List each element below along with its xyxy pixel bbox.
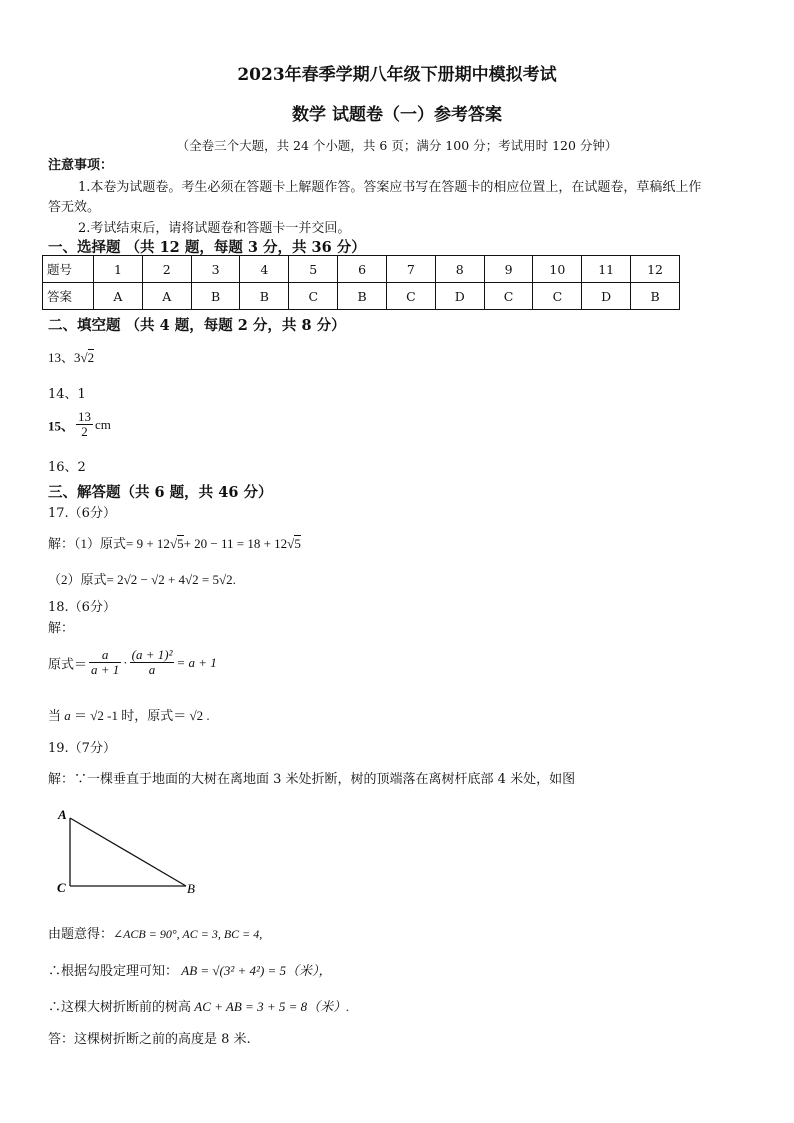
q17-p1-expr-a: = 9 + 12 xyxy=(126,536,170,551)
question-number: 11 xyxy=(582,256,631,283)
sqrt-symbol: √ xyxy=(169,536,178,551)
q18-fraction-1 xyxy=(89,648,121,678)
answer-cell: D xyxy=(435,283,484,310)
table-row-numbers xyxy=(43,256,680,283)
sqrt-symbol: √ xyxy=(287,536,295,551)
question-number: 5 xyxy=(289,256,338,283)
q17-p1-radicand-2: 5 xyxy=(294,536,301,551)
q13-label: 13、 xyxy=(48,350,75,365)
answer-cell: D xyxy=(582,283,631,310)
answer-cell: C xyxy=(386,283,435,310)
answer-15 xyxy=(48,410,111,440)
q18-heading: 18.（6分） xyxy=(48,600,116,615)
q19-given-label: 由题意得： xyxy=(48,926,114,941)
notice-line-1: 1.本卷为试题卷。考生必须在答题卡上解题作答。答案应书写在答题卡的相应位置上，在试题卷，草稿纸上作 xyxy=(78,180,702,195)
q17-p1-radicand: 5 xyxy=(177,536,184,551)
q19-total-expr: AC + AB = 3 + 5 = 8（米）. xyxy=(194,999,350,1014)
q18-variable: a xyxy=(64,708,71,723)
sqrt-symbol: √ xyxy=(80,350,88,365)
q19-given xyxy=(48,923,262,942)
section-2-heading: 二、填空题 （共 4 题，每题 2 分，共 8 分） xyxy=(48,317,346,334)
row-label-answer: 答案 xyxy=(43,283,94,310)
q18-f1-denominator: a + 1 xyxy=(91,662,120,678)
notice-heading: 注意事项： xyxy=(48,158,114,173)
q17-p1-expr-b: + 20 − 11 = 18 + 12 xyxy=(183,536,288,551)
side-ab xyxy=(70,818,186,886)
q18-evaluation xyxy=(48,705,210,724)
vertex-label-b: B xyxy=(187,881,195,896)
answer-cell: A xyxy=(94,283,143,310)
exam-info: （全卷三个大题，共 24 个小题，共 6 页；满分 100 分；考试用时 120 分钟） xyxy=(176,138,618,153)
q17-p2-label: （2）原式 xyxy=(48,572,107,587)
table-row-answers xyxy=(43,283,680,310)
q17-heading: 17.（6分） xyxy=(48,506,116,521)
q17-p2-expr: = 2√2 − √2 + 4√2 = 5√2 xyxy=(106,572,233,587)
q19-total xyxy=(48,996,349,1015)
question-number: 8 xyxy=(435,256,484,283)
q13-radicand: 2 xyxy=(87,350,95,365)
q18-expression xyxy=(48,648,217,678)
answer-cell: B xyxy=(191,283,240,310)
q17-p2-end: . xyxy=(232,572,236,587)
q18-fraction-2 xyxy=(130,648,175,678)
answer-cell: B xyxy=(240,283,289,310)
question-number: 2 xyxy=(142,256,191,283)
q15-numerator: 13 xyxy=(78,409,92,424)
answer-13 xyxy=(48,347,94,366)
section-3-heading: 三、解答题（共 6 题，共 46 分） xyxy=(48,484,273,501)
q19-solution: 解：∵一棵垂直于地面的大树在离地面 3 米处折断，树的顶端落在离树杆底部 4 米处，如图 xyxy=(48,772,576,787)
question-number: 4 xyxy=(240,256,289,283)
answer-cell: C xyxy=(484,283,533,310)
triangle-figure xyxy=(40,800,220,900)
section-1-heading: 一、选择题 （共 12 题，每题 3 分，共 36 分） xyxy=(48,239,366,256)
answer-cell: C xyxy=(533,283,582,310)
answer-subtitle: 数学 试题卷（一）参考答案 xyxy=(292,105,502,125)
q15-fraction xyxy=(76,410,93,440)
q19-pyth-label: ∴根据勾股定理可知： xyxy=(48,963,179,978)
q18-f2-numerator: (a + 1)² xyxy=(131,647,173,662)
q15-unit: cm xyxy=(95,416,111,432)
answer-cell: A xyxy=(142,283,191,310)
q18-eval-expr: ＝ √2 -1 时，原式＝ √2 . xyxy=(74,708,210,723)
row-label-number: 题号 xyxy=(43,256,94,283)
answer-cell: B xyxy=(631,283,680,310)
q17-p1-label: 解：（1）原式 xyxy=(48,536,127,551)
q17-part-1 xyxy=(48,533,301,552)
q19-pyth-expr: AB = √(3² + 4²) = 5（米）， xyxy=(181,963,332,978)
answer-cell: C xyxy=(289,283,338,310)
question-number: 7 xyxy=(386,256,435,283)
answer-16: 16、2 xyxy=(48,460,86,475)
q18-rhs: = a + 1 xyxy=(176,654,217,670)
question-number: 6 xyxy=(338,256,387,283)
vertex-label-a: A xyxy=(58,807,67,822)
q18-f1-numerator: a xyxy=(89,648,121,663)
q15-denominator: 2 xyxy=(81,424,88,440)
q18-dot: · xyxy=(123,654,128,670)
question-number: 12 xyxy=(631,256,680,283)
answer-table xyxy=(42,255,680,310)
notice-line-2: 2.考试结束后，请将试题卷和答题卡一并交回。 xyxy=(78,221,351,236)
answer-14: 14、1 xyxy=(48,387,86,402)
q18-lhs: 原式＝ xyxy=(48,656,88,672)
q17-part-2 xyxy=(48,569,236,588)
notice-line-1b: 答无效。 xyxy=(48,200,101,215)
exam-title: 2023年春季学期八年级下册期中模拟考试 xyxy=(237,65,557,85)
answer-cell: B xyxy=(338,283,387,310)
q18-when: 当 xyxy=(48,708,62,723)
q19-pythagoras xyxy=(48,960,332,979)
q15-label: 15、 xyxy=(48,418,75,434)
q19-total-label: ∴这棵大树折断前的树高 xyxy=(48,999,192,1014)
q18-f2-denominator: a xyxy=(148,662,156,678)
question-number: 9 xyxy=(484,256,533,283)
q13-coef: 3 xyxy=(74,350,81,365)
q19-given-expr: ∠ACB = 90°, AC = 3, BC = 4, xyxy=(113,927,263,941)
question-number: 10 xyxy=(533,256,582,283)
q18-solution-label: 解： xyxy=(48,621,75,636)
question-number: 3 xyxy=(191,256,240,283)
question-number: 1 xyxy=(94,256,143,283)
vertex-label-c: C xyxy=(57,880,66,895)
q19-heading: 19.（7分） xyxy=(48,741,116,756)
q19-final-answer: 答：这棵树折断之前的高度是 8 米. xyxy=(48,1032,251,1047)
